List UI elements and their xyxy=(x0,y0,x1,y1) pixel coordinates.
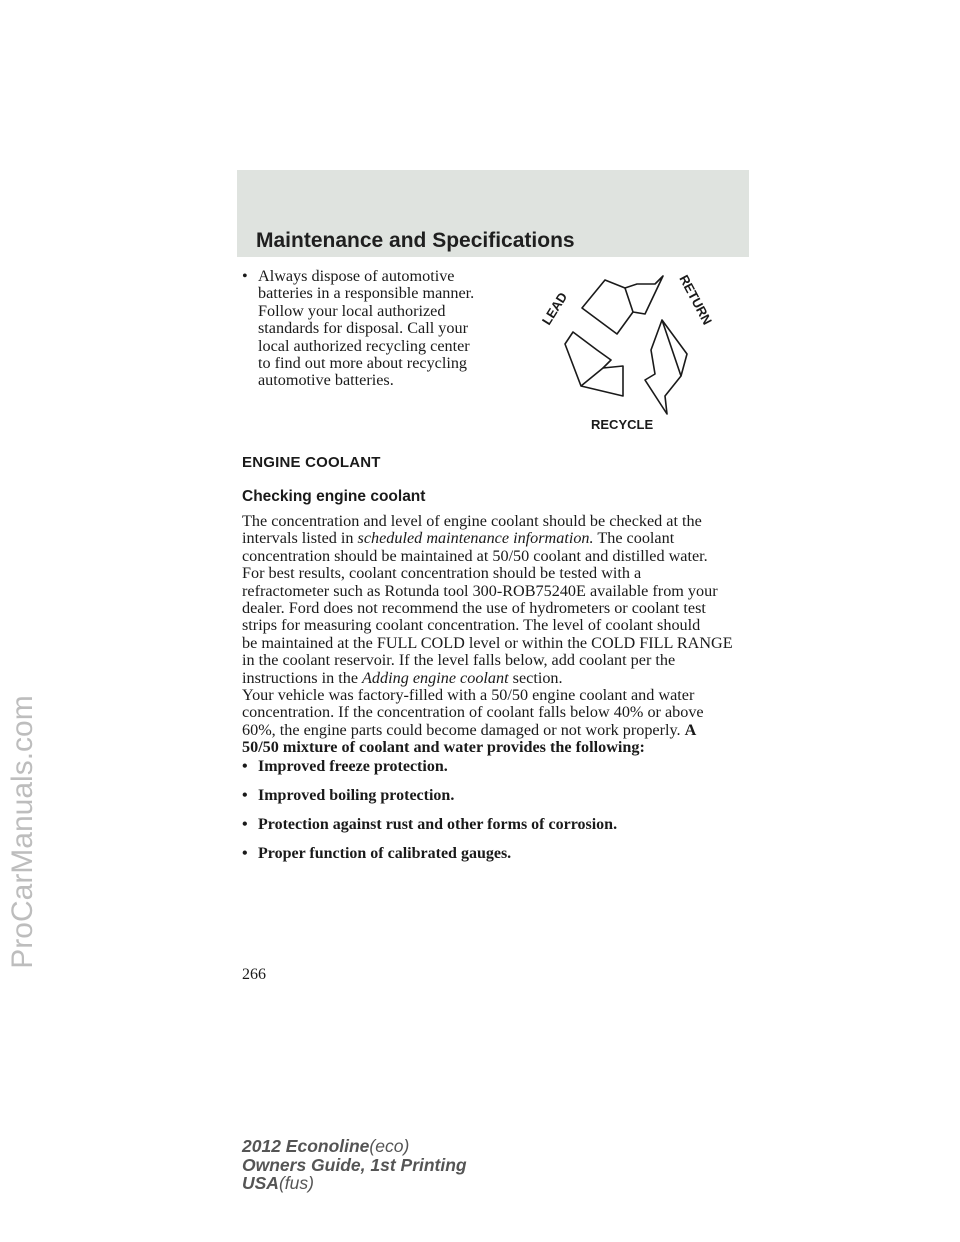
reference-adding-coolant: Adding engine coolant xyxy=(362,668,509,687)
list-item xyxy=(242,816,762,833)
list-item-text: Protection against rust and other forms of corrosion. xyxy=(258,816,618,833)
recycle-arrow-left xyxy=(565,332,623,396)
recycle-icon xyxy=(537,270,727,432)
paragraph-line: refractometer such as Rotunda tool 300-ROB75240E available from your xyxy=(242,581,718,600)
bullet-line: Always dispose of automotive xyxy=(258,267,455,285)
paragraph-line xyxy=(242,670,762,687)
list-item-text: Proper function of calibrated gauges. xyxy=(258,845,512,862)
section-heading: ENGINE COOLANT xyxy=(242,454,381,471)
paragraph-line: concentration. If the concentration of coolant falls below 40% or above xyxy=(242,703,704,722)
reference-scheduled-maintenance: scheduled maintenance information. xyxy=(357,529,594,548)
paragraph-line: concentration should be maintained at 50/50 coolant and distilled water. xyxy=(242,546,708,565)
text-run: The coolant xyxy=(593,529,675,548)
bullet-line: local authorized recycling center xyxy=(258,336,470,355)
recycle-arrow-top xyxy=(582,276,663,334)
text-run: 60%, the engine parts could become damaged or not work properly. xyxy=(242,720,685,739)
paragraph-line: strips for measuring coolant concentration. The level of coolant should xyxy=(242,616,701,635)
coolant-concentration-paragraph xyxy=(242,687,762,757)
bullet-dot: • xyxy=(242,267,248,285)
bullet-dot: • xyxy=(242,816,248,833)
recycle-label-lead: LEAD xyxy=(538,289,571,328)
bullet-item xyxy=(242,268,532,390)
paragraph-line xyxy=(242,722,762,739)
paragraph-line: in the coolant reservoir. If the level falls below, add coolant per the xyxy=(242,651,676,670)
bullet-line: batteries in a responsible manner. xyxy=(258,284,475,303)
bullet-line: Follow your local authorized xyxy=(258,301,446,320)
paragraph-line xyxy=(242,530,762,547)
battery-disposal-bullet xyxy=(242,268,532,390)
document-footer xyxy=(242,1137,467,1193)
recycle-label-return: RETURN xyxy=(676,272,716,328)
page-number: 266 xyxy=(242,966,266,983)
bullet-text xyxy=(258,268,474,390)
list-item xyxy=(242,845,762,862)
coolant-check-paragraph xyxy=(242,513,762,687)
list-item xyxy=(242,758,762,775)
text-run: intervals listed in xyxy=(242,529,358,548)
bullet-line: to find out more about recycling xyxy=(258,354,468,373)
paragraph-line: Your vehicle was factory-filled with a 50/50 engine coolant and water xyxy=(242,686,695,704)
paragraph-line: be maintained at the FULL COLD level or within the COLD FILL RANGE xyxy=(242,633,733,652)
page-section-title: Maintenance and Specifications xyxy=(256,229,575,252)
bullet-dot: • xyxy=(242,758,248,775)
bullet-line: standards for disposal. Call your xyxy=(258,319,468,338)
text-run-bold: A xyxy=(684,720,697,739)
bullet-dot: • xyxy=(242,845,248,862)
site-watermark: ProCarManuals.com xyxy=(6,695,39,969)
paragraph-line: For best results, coolant concentration should be tested with a xyxy=(242,564,642,583)
bullet-dot: • xyxy=(242,787,248,804)
paragraph-line xyxy=(242,739,762,756)
coolant-benefits-list xyxy=(242,758,762,874)
footer-guide: Owners Guide, 1st Printing xyxy=(242,1154,467,1175)
paragraph-line: dealer. Ford does not recommend the use of hydrometers or coolant test xyxy=(242,599,706,618)
recycle-label-recycle: RECYCLE xyxy=(591,417,654,432)
text-run-bold: 50/50 mixture of coolant and water provides the following: xyxy=(242,738,645,757)
footer-model-code: (eco) xyxy=(369,1136,410,1156)
footer-region-code: (fus) xyxy=(278,1173,314,1193)
bullet-line: automotive batteries. xyxy=(258,371,394,390)
text-run: section. xyxy=(508,668,563,687)
footer-model: 2012 Econoline xyxy=(242,1136,370,1156)
list-item xyxy=(242,787,762,804)
list-item-text: Improved freeze protection. xyxy=(258,758,448,775)
paragraph-line: The concentration and level of engine coolant should be checked at the xyxy=(242,512,702,530)
list-item-text: Improved boiling protection. xyxy=(258,787,455,804)
footer-region: USA xyxy=(242,1173,279,1193)
section-subheading: Checking engine coolant xyxy=(242,488,426,505)
text-run: instructions in the xyxy=(242,668,363,687)
